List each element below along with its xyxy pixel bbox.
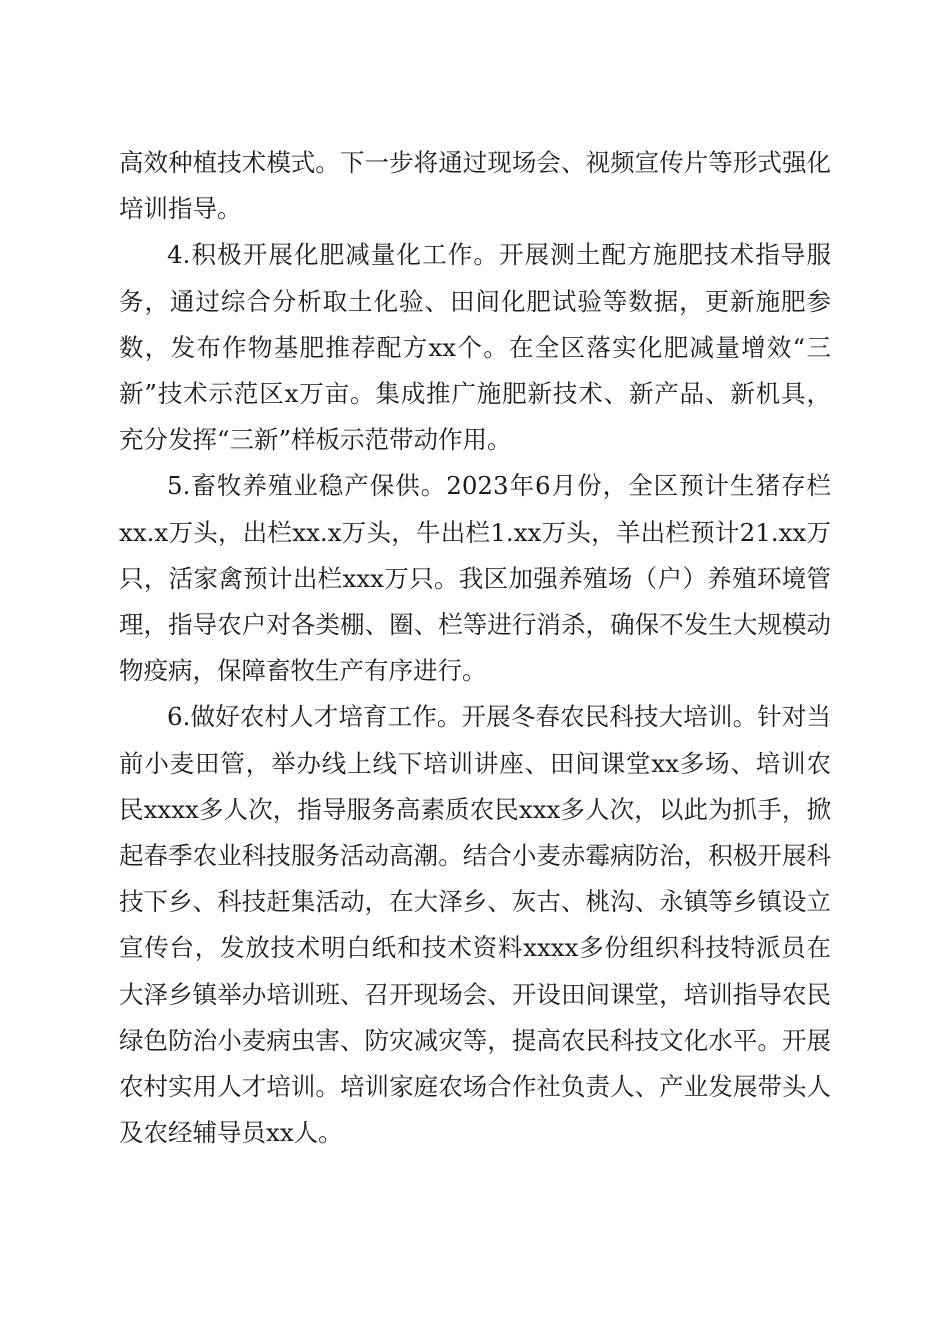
paragraph-livestock-supply: 5.畜牧养殖业稳产保供。2023年6月份，全区预计生猪存栏xx.x万头，出栏xx.x万头，牛出栏1.xx万头，羊出栏预计21.xx万只，活家禽预计出栏xxx万只。我区加强养殖场（户）养殖环境管理，指导农户对各类棚、圈、栏等进行消杀，确保不发生大规模动物疫病，保障畜牧生产有序进行。 <box>119 471 831 686</box>
paragraph-rural-talent-training: 6.做好农村人才培育工作。开展冬春农民科技大培训。针对当前小麦田管，举办线上线下培训讲座、田间课堂xx多场、培训农民xxxx多人次，指导服务高素质农民xxx多人次，以此为抓手，掀起春季农业科技服务活动高潮。结合小麦赤霉病防治，积极开展科技下乡、科技赶集活动，在大泽乡、灰古、桃沟、永镇等乡镇设立宣传台，发放技术明白纸和技术资料xxxx多份组织科技特派员在大泽乡镇举办培训班、召开现场会、开设田间课堂，培训指导农民绿色防治小麦病虫害、防灾减灾等，提高农民科技文化水平。开展农村实用人才培训。培训家庭农场合作社负责人、产业发展带头人及农经辅导员xx人。 <box>119 702 831 1148</box>
paragraph-continuation: 高效种植技术模式。下一步将通过现场会、视频宣传片等形式强化培训指导。 <box>119 148 831 224</box>
paragraph-fertilizer-reduction: 4.积极开展化肥减量化工作。开展测土配方施肥技术指导服务，通过综合分析取土化验、田间化肥试验等数据，更新施肥参数，发布作物基肥推荐配方xx个。在全区落实化肥减量增效“三新”技术示范区x万亩。集成推广施肥新技术、新产品、新机具，充分发挥“三新”样板示范带动作用。 <box>119 240 831 455</box>
document-body <box>119 140 831 1156</box>
